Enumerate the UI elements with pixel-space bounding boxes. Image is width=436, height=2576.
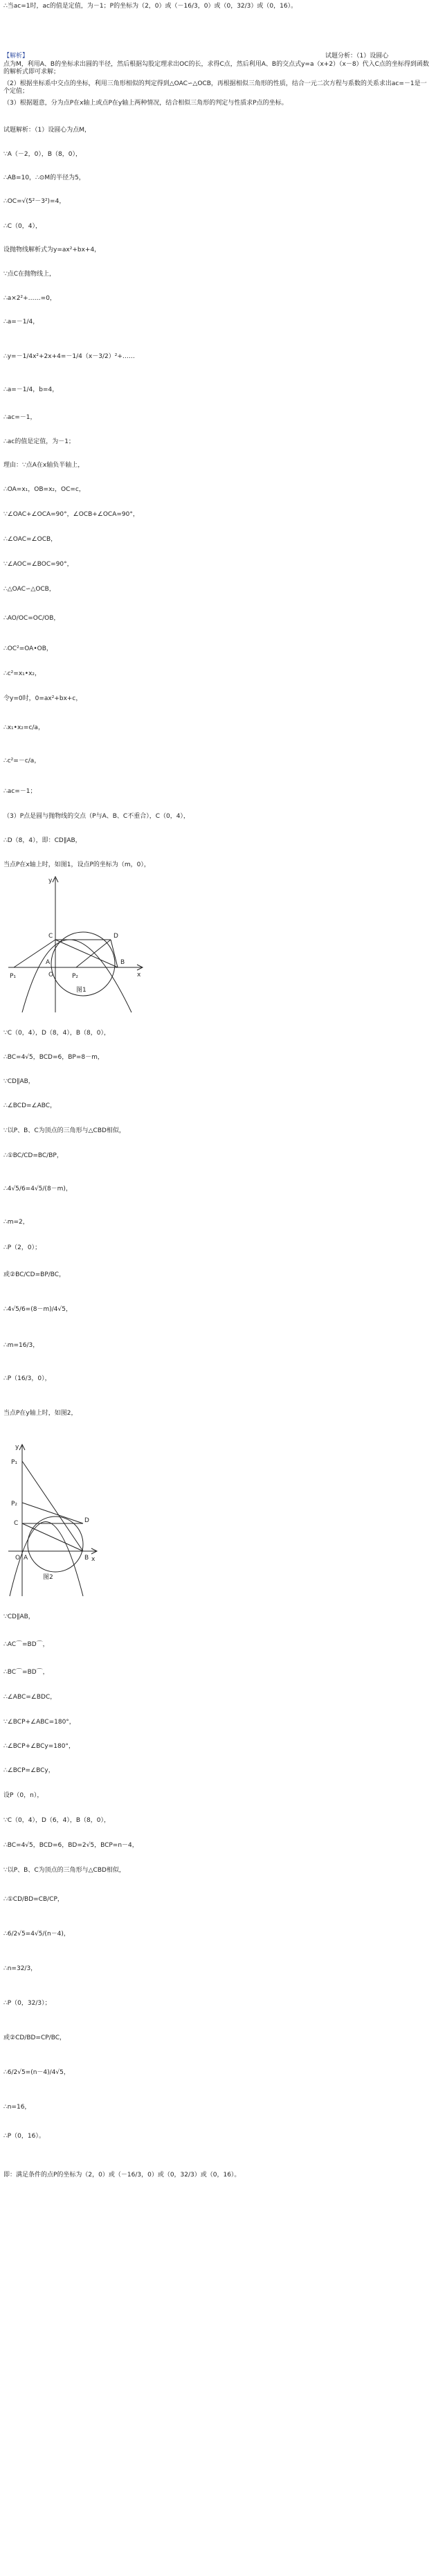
solution-line: ∴∠OAC=∠OCB， <box>3 536 57 543</box>
solution-line: 试题解析：（1）设圆心为点M， <box>3 127 91 134</box>
solution-line: 当点P在y轴上时，如图2， <box>3 1410 78 1417</box>
solution-line: 或②CD/BD=CP/BC， <box>3 2034 66 2041</box>
parabola-curve <box>10 1522 83 1597</box>
solution-line: ∴ac的值是定值，为－1； <box>3 438 75 445</box>
label-y: y <box>48 877 53 884</box>
solution-line: ∴OC=√(5²－3²)=4， <box>3 198 66 205</box>
top-summary: ∴当ac=1时，ac的值是定值，为－1；P的坐标为（2，0）或（－16/3，0）或（0，32/3）或（0，16）。 <box>3 3 298 10</box>
label-y: y <box>15 1444 19 1451</box>
solution-line: ∴y=－1/4x²+2x+4=－1/4（x－3/2）²+…… <box>3 353 135 360</box>
label-o: O <box>15 1555 21 1562</box>
solution-line: ∵∠AOC=∠BOC=90°， <box>3 561 73 568</box>
analysis-title: 试题分析：（1）设圆心 <box>325 53 389 60</box>
solution-line: ∴6/2√5=4√5/(n－4)， <box>3 1931 70 1938</box>
solution-line: ∴P（0，32/3）； <box>3 2000 51 2007</box>
solution-line: ∴c²=x₁•x₂， <box>3 670 42 677</box>
label-a: A <box>46 959 51 966</box>
solution-line: 当点P在x轴上时，如图1，设点P的坐标为（m，0）， <box>3 861 150 868</box>
solution-line: ∴P（0，16）。 <box>3 2133 45 2140</box>
solution-line: ∴4√5/6=4√5/(8－m)， <box>3 1186 72 1192</box>
solution-line: ∵C（0，4），D（8，4），B（8，0）， <box>3 1030 110 1037</box>
label-o: O <box>48 972 54 978</box>
solution-line: ∵以P、B、C为顶点的三角形与△CBD相似， <box>3 1867 125 1874</box>
solution-line: ∴P（16/3，0）， <box>3 1375 51 1382</box>
solution-line: ∴①CD/BD=CB/CP， <box>3 1896 64 1903</box>
solution-line: ∴P（2，0）； <box>3 1244 42 1251</box>
solution-line: ∵以P、B、C为顶点的三角形与△CBD相似， <box>3 1127 125 1134</box>
solution-line: ∴OA=x₁，OB=x₂，OC=c， <box>3 486 85 493</box>
solution-line: ∵∠OAC+∠OCA=90°，∠OCB+∠OCA=90°， <box>3 511 139 518</box>
analysis-heading: 【解析】 <box>3 53 29 60</box>
figure-1-caption: 图1 <box>76 987 87 994</box>
label-d: D <box>113 933 118 940</box>
solution-line: ∵CD∥AB， <box>3 1613 35 1620</box>
solution-line: ∴a=－1/4， <box>3 319 39 325</box>
solution-line: ∴∠BCD=∠ABC， <box>3 1102 57 1109</box>
solution-line: 理由：∵点A在x轴负半轴上， <box>3 462 84 469</box>
solution-line: 令y=0时，0=ax²+bx+c， <box>3 695 82 702</box>
solution-line: ∴BC=4√5，BCD=6，BD=2√5，BCP=n－4， <box>3 1842 138 1849</box>
solution-line: ∵C（0，4），D（6，4），B（8，0）， <box>3 1817 110 1824</box>
solution-line: ∵点C在抛物线上， <box>3 271 56 278</box>
solution-line: （3）P点是圆与抛物线的交点（P与A、B、C不重合），C（0，4）， <box>3 813 190 820</box>
label-x: x <box>91 1556 96 1563</box>
label-c: C <box>48 933 53 940</box>
solution-line: ∴4√5/6=(8－m)/4√5， <box>3 1306 72 1313</box>
solution-line: ∴a×2²+……=0， <box>3 295 56 302</box>
solution-line: ∴c²=－c/a， <box>3 758 41 764</box>
solution-line: ∵∠BCP+∠ABC=180°， <box>3 1719 75 1726</box>
analysis-paragraph-1: 点为M，利用A、B的坐标求出圆的半径，然后根据勾股定理求出OC的长，求得C点，然后利用A、B的交点式y=a（x+2）（x－8）代入C点的坐标得到函数的解析式即可求解； <box>3 61 429 75</box>
solution-line: ∴ac=－1， <box>3 414 37 421</box>
label-b: B <box>120 959 125 966</box>
label-p1: P₁ <box>10 973 17 980</box>
solution-line: 设抛物线解析式为y=ax²+bx+4， <box>3 247 101 253</box>
figure-2 <box>7 1440 145 1600</box>
solution-line: ∴D（8，4），即：CD∥AB， <box>3 837 82 844</box>
solution-line: ∴ac=－1； <box>3 788 37 795</box>
solution-line: ∴∠BCP+∠BCy=180°， <box>3 1743 75 1750</box>
figure-2-caption: 图2 <box>43 1574 53 1581</box>
segment-cb <box>55 940 118 967</box>
solution-line: ∴△OAC∽△OCB， <box>3 586 55 593</box>
solution-line: ∴∠ABC=∠BDC， <box>3 1694 57 1701</box>
analysis-paragraph-3: （3）根据题意，分为点P在x轴上或点P在y轴上两种情况，结合相似三角形的判定与性质求P点的坐标。 <box>3 100 288 107</box>
solution-line: ∴m=2， <box>3 1219 29 1226</box>
solution-line: ∴m=16/3， <box>3 1342 39 1349</box>
solution-line: ∴BC=4√5，BCD=6，BP=8－m， <box>3 1054 104 1061</box>
label-p2: P₂ <box>72 973 79 980</box>
label-b: B <box>84 1555 89 1562</box>
solution-line: ∵A（－2，0），B（8，0）， <box>3 151 82 158</box>
solution-line: ∴AB=10，∴⊙M的半径为5， <box>3 175 85 181</box>
label-c: C <box>14 1520 19 1527</box>
label-a: A <box>24 1555 28 1562</box>
solution-line: ∴AO/OC=OC/OB， <box>3 615 60 622</box>
solution-line: ∴①BC/CD=BC/BP， <box>3 1152 63 1159</box>
label-p2: P₂ <box>11 1501 18 1508</box>
solution-line: 或②BC/CD=BP/BC， <box>3 1271 66 1278</box>
figure-1 <box>7 874 145 1019</box>
solution-line: ∴OC²=OA•OB， <box>3 645 53 652</box>
solution-line: ∴n=32/3， <box>3 1965 37 1972</box>
label-d: D <box>84 1517 89 1524</box>
analysis-paragraph-2: （2）根据坐标系中交点的坐标，利用三角形相似的判定得到△OAC∽△OCB，再根据相似三角形的性质，结合一元二次方程与系数的关系求出ac=－1是一个定值； <box>3 80 427 95</box>
solution-line: ∴a=－1/4，b=4， <box>3 386 59 393</box>
label-x: x <box>137 972 141 978</box>
segment-p2d <box>76 940 111 967</box>
solution-line: ∴n=16， <box>3 2104 31 2111</box>
solution-line: ∴∠BCP=∠BCy， <box>3 1767 55 1774</box>
solution-line: ∴AC⌒=BD⌒， <box>3 1641 49 1648</box>
solution-line: ∴C（0，4）， <box>3 223 42 230</box>
solution-line: 设P（0，n）， <box>3 1792 44 1799</box>
circle-m <box>28 1517 83 1572</box>
solution-final: 即：满足条件的点P的坐标为（2，0）或（－16/3，0）或（0，32/3）或（0，16）。 <box>3 2172 241 2179</box>
solution-line: ∴x₁•x₂=c/a， <box>3 724 44 731</box>
solution-line: ∴6/2√5=(n－4)/4√5， <box>3 2069 70 2076</box>
segment-db <box>111 940 118 967</box>
label-p1: P₁ <box>11 1459 18 1466</box>
solution-line: ∵CD∥AB， <box>3 1078 35 1085</box>
solution-line: ∴BC⌒=BD⌒， <box>3 1669 49 1676</box>
